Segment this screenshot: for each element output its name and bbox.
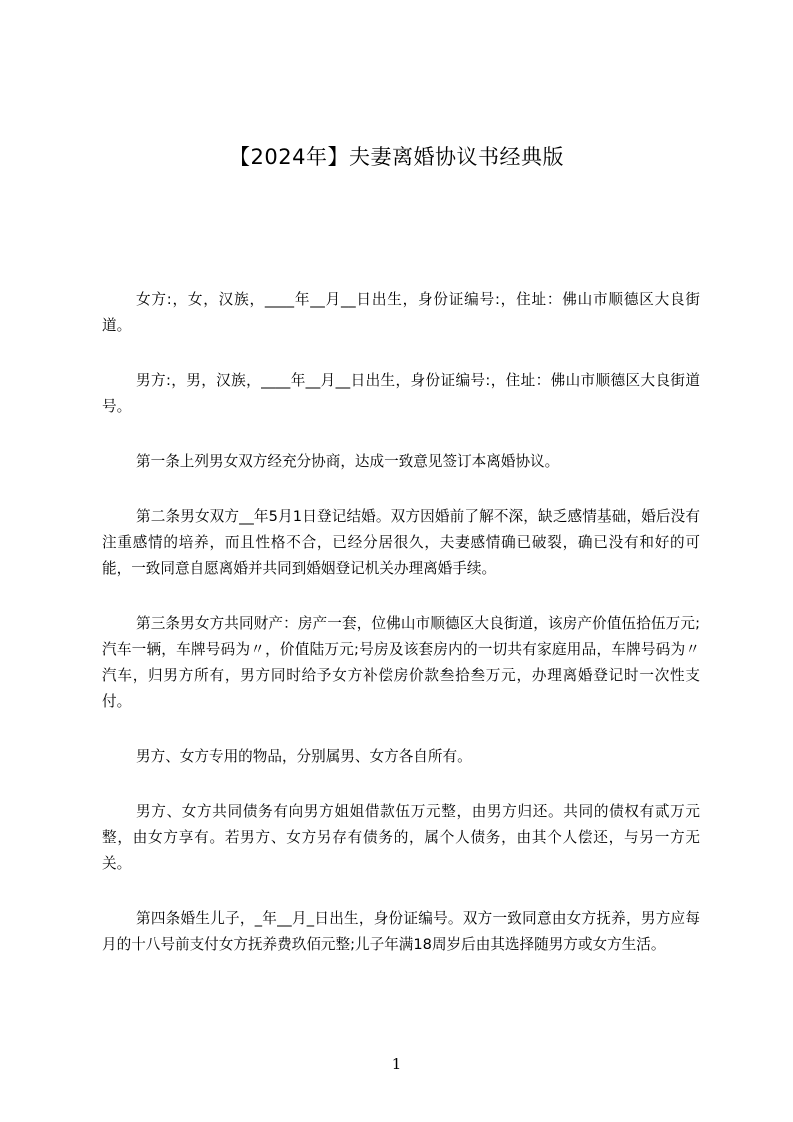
paragraph-personal-items: 男方、女方专用的物品，分别属男、女方各自所有。 (136, 748, 472, 765)
paragraph-debts: 男方、女方共同债务有向男方姐姐借款伍万元整，由男方归还。共同的债权有贰万元整，由女方享有。若男方、女方另存有债务的，属个人债务，由其个人偿还，与另一方无关。 (102, 803, 700, 872)
paragraph-article-4: 第四条婚生儿子，_年__月_日出生，身份证编号。双方一致同意由女方抚养，男方应每月的十八号前支付女方抚养费玖佰元整;儿子年满18周岁后由其选择随男方或女方生活。 (102, 910, 700, 953)
document-body (102, 287, 700, 987)
paragraph-wife-info: 女方:，女，汉族，____年__月__日出生，身份证编号:，住址：佛山市顺德区大良街道。 (102, 291, 700, 334)
paragraph-husband-info: 男方:，男，汉族，____年__月__日出生，身份证编号:，住址：佛山市顺德区大良街道号。 (102, 372, 700, 415)
document-title: 【2024年】夫妻离婚协议书经典版 (229, 145, 564, 169)
paragraph-article-2: 第二条男女双方__年5月1日登记结婚。双方因婚前了解不深，缺乏感情基础，婚后没有注重感情的培养，而且性格不合，已经分居很久，夫妻感情确已破裂，确已没有和好的可能，一致同意自愿离婚并共同到婚姻登记机关办理离婚手续。 (102, 508, 700, 577)
paragraph-article-3: 第三条男女方共同财产：房产一套，位佛山市顺德区大良街道，该房产价值伍拾伍万元;汽车一辆，车牌号码为〃，价值陆万元;号房及该套房内的一切共有家庭用品，车牌号码为〃汽车，归男方所有，男方同时给予女方补偿房价款叁拾叁万元，办理离婚登记时一次性支付。 (102, 615, 700, 710)
paragraph-article-1: 第一条上列男女双方经充分协商，达成一致意见签订本离婚协议。 (136, 453, 560, 470)
page-number: 1 (391, 1055, 402, 1073)
